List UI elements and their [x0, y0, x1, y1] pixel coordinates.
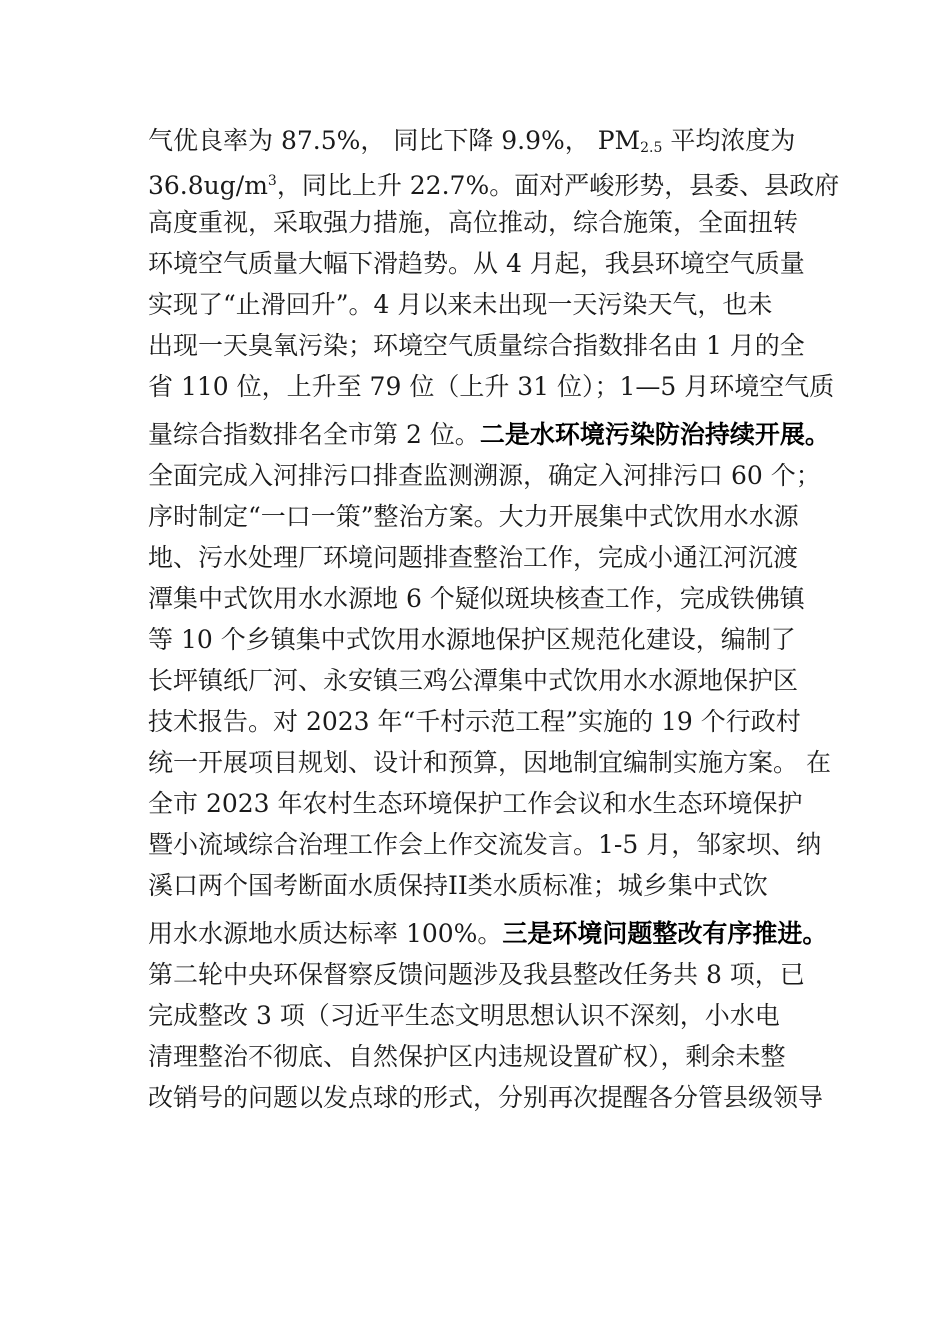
text-run: 省 110 位，上升至 79 位（上升 31 位）；1—5 月环境空气质 [148, 372, 835, 401]
text-run: 出现一天臭氧污染；环境空气质量综合指数排名由 1 月的全 [148, 331, 805, 360]
text-run: 序时制定“一口一策”整治方案。大力开展集中式饮用水水源 [148, 502, 799, 531]
text-line [148, 455, 828, 496]
text-run: 第二轮中央环保督察反馈问题涉及我县整改任务共 8 项，已 [148, 960, 805, 989]
text-run: 量综合指数排名全市第 2 位。 [148, 420, 480, 449]
text-run: 用水水源地水质达标率 100%。 [148, 919, 503, 948]
text-line [148, 537, 828, 578]
text-run: 气优良率为 87.5%， 同比下降 9.9%， PM [148, 126, 641, 155]
text-line [148, 660, 828, 701]
text-run: 地、污水处理厂环境问题排查整治工作，完成小通江河沉渡 [148, 543, 799, 572]
text-run: 高度重视，采取强力措施，高位推动，综合施策，全面扭转 [148, 208, 799, 237]
body-text [148, 120, 840, 1118]
text-line [148, 1036, 828, 1077]
text-line [148, 496, 828, 537]
text-line [148, 619, 828, 660]
text-run: 全面完成入河排污口排查监测溯源，确定入河排污口 60 个； [148, 461, 821, 490]
text-run: 36.8ug/m [148, 171, 268, 200]
text-line [148, 161, 840, 202]
section-heading: 二是水环境污染防治持续开展。 [479, 420, 830, 449]
text-run: 完成整改 3 项（习近平生态文明思想认识不深刻，小水电 [148, 1001, 780, 1030]
text-line [148, 284, 828, 325]
text-run: 统一开展项目规划、设计和预算，因地制宜编制实施方案。 在 [148, 748, 831, 777]
text-run: 潭集中式饮用水水源地 6 个疑似斑块核查工作，完成铁佛镇 [148, 584, 805, 613]
text-line [148, 325, 828, 366]
text-run: 全市 2023 年农村生态环境保护工作会议和水生态环境保护 [148, 789, 803, 818]
text-run: 技术报告。对 2023 年“千村示范工程”实施的 19 个行政村 [148, 707, 801, 736]
superscript: 3 [267, 173, 277, 189]
text-run: 平均浓度为 [662, 126, 796, 155]
text-line [148, 995, 828, 1036]
text-line [148, 783, 828, 824]
text-line [148, 366, 835, 407]
text-line [148, 243, 828, 284]
text-line [148, 954, 828, 995]
text-run: 实现了“止滑回升”。4 月以来未出现一天污染天气，也未 [148, 290, 773, 319]
text-line [148, 913, 828, 954]
text-run: ，同比上升 22.7%。面对严峻形势，县委、县政府 [276, 171, 840, 200]
section-heading: 三是环境问题整改有序推进。 [502, 919, 828, 948]
text-run: 溪口两个国考断面水质保持II类水质标准；城乡集中式饮 [148, 871, 768, 900]
text-line [148, 701, 828, 742]
text-run: 清理整治不彻底、自然保护区内违规设置矿权），剩余未整 [148, 1042, 786, 1071]
text-line [148, 202, 828, 243]
text-run: 改销号的问题以发点球的形式，分别再次提醒各分管县级领导 [148, 1083, 824, 1112]
text-run: 长坪镇纸厂河、永安镇三鸡公潭集中式饮用水水源地保护区 [148, 666, 799, 695]
subscript: 2.5 [640, 140, 663, 156]
text-line [148, 1077, 828, 1118]
text-run: 环境空气质量大幅下滑趋势。从 4 月起，我县环境空气质量 [148, 249, 805, 278]
text-line [148, 865, 828, 906]
text-line [148, 414, 828, 455]
text-line [148, 120, 828, 161]
text-run: 等 10 个乡镇集中式饮用水源地保护区规范化建设，编制了 [148, 625, 796, 654]
text-line [148, 742, 831, 783]
text-run: 暨小流域综合治理工作会上作交流发言。1-5 月，邹家坝、纳 [148, 830, 822, 859]
text-line [148, 578, 828, 619]
text-line [148, 824, 828, 865]
